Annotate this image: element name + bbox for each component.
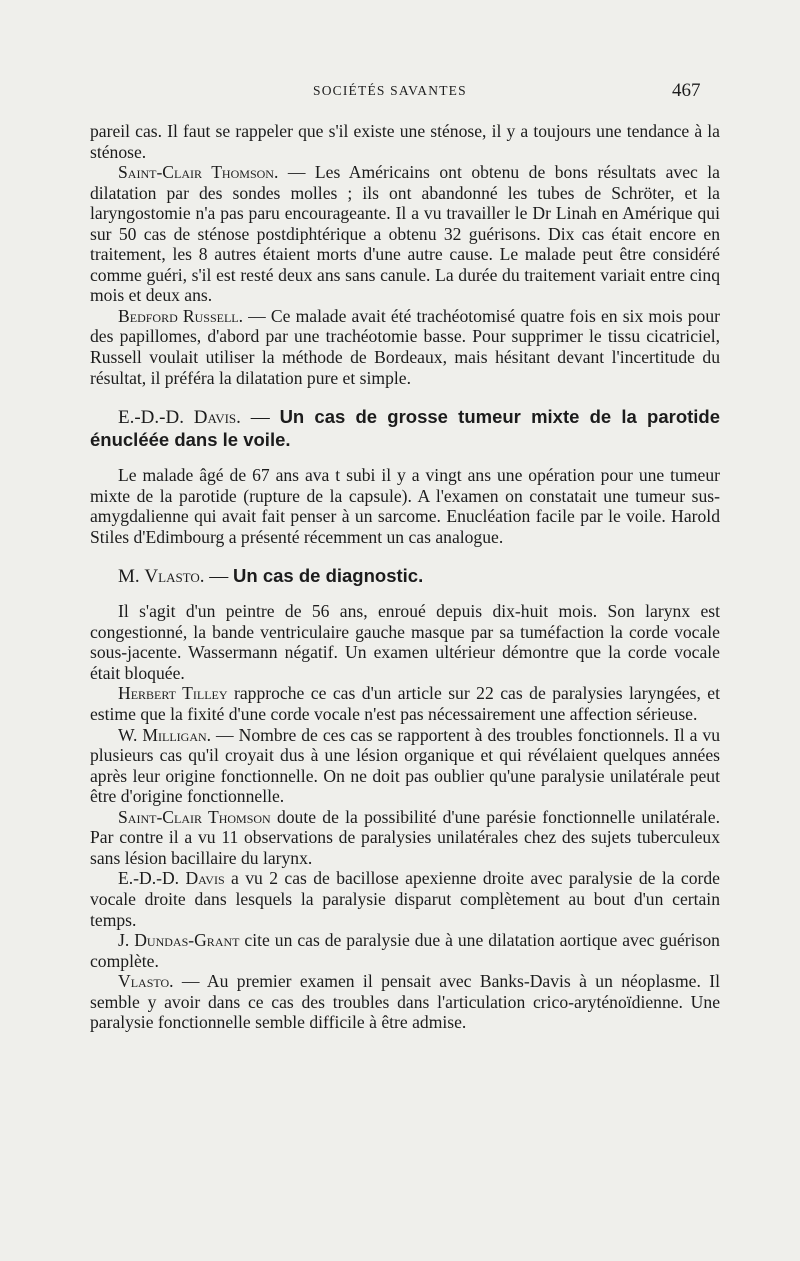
heading-dash: — bbox=[204, 566, 234, 588]
speaker-name: Saint-Clair Thomson bbox=[118, 806, 271, 827]
paragraph-saint-clair-thomson-2 bbox=[90, 807, 720, 869]
paragraph-vlasto bbox=[90, 971, 720, 1033]
author-name: Vlasto. bbox=[144, 566, 205, 588]
speaker-name: Bedford Russell. bbox=[118, 305, 244, 326]
paragraph-milligan bbox=[90, 725, 720, 807]
paragraph-text: — Nombre de ces cas se rapportent à des troubles fonctionnels. Il a vu plusieurs cas qu'il croyait dus à une lésion organique et qui révélaient quelques années après leur origine fonctionnelle. On ne doit pas oublier qu'une paralysie unilatérale peut être d'origine fonctionnelle. bbox=[90, 724, 720, 807]
paragraph-continuation: pareil cas. Il faut se rappeler que s'il existe une sténose, il y a toujours une tendance à la sténose. bbox=[90, 121, 720, 162]
speaker-name: Saint-Clair Thomson. bbox=[118, 162, 279, 183]
page-body bbox=[90, 121, 720, 1033]
paragraph-text: — Les Américains ont obtenu de bons résultats avec la dilatation par des sondes molles ; ils ont abandonné les tubes de Schröter, et la laryngostomie n'a pas paru encourageante. Il a vu travailler le Dr Linah en Amérique qui sur 50 cas de sténose postdiphtérique a obtenu 32 guérisons. Dix cas était encore en traitement, les 8 autres étaient morts d'une autre cause. Le malade peut être considéré comme guéri, s'il est resté deux ans sans canule. La durée du traitement variait entre cinq mois et deux ans. bbox=[90, 162, 720, 306]
speaker-name: Vlasto. bbox=[118, 971, 174, 992]
section-heading-davis bbox=[90, 406, 720, 452]
speaker-name: Milligan. bbox=[142, 724, 212, 745]
paragraph-dundas-grant bbox=[90, 930, 720, 971]
running-title: SOCIÉTÉS SAVANTES bbox=[313, 83, 467, 98]
paragraph-text: — Ce malade avait été trachéotomisé quatre fois en six mois pour des papillomes, d'abord par une trachéotomie basse. Pour supprimer le tissu cicatriciel, Russell voulait utiliser la méthode de Bordeaux, mais hésitant devant l'incertitude du résultat, il préféra la dilatation pure et simple. bbox=[90, 305, 720, 388]
paragraph-text: doute de la possibilité d'une parésie fonctionnelle unilatérale. Par contre il a vu 11 observations de paralysies unilatérales chez des sujets tuberculeux sans lésion bacillaire du larynx. bbox=[90, 806, 721, 868]
page-header bbox=[0, 80, 800, 106]
paragraph-text: — Au premier examen il pensait avec Banks-Davis à un néoplasme. Il semble y avoir dans ce cas des troubles dans l'articulation crico-aryténoïdienne. Une paralysie fonctionnelle semble difficile à être admise. bbox=[90, 971, 720, 1033]
section-heading-vlasto bbox=[90, 565, 720, 588]
paragraph-text: rapproche ce cas d'un article sur 22 cas de paralysies laryngées, et estime que la fixité d'une corde vocale n'est pas nécessairement une affection sérieuse. bbox=[90, 683, 720, 725]
author-name: Davis. bbox=[193, 407, 241, 429]
section-title: Un cas de grosse tumeur mixte de la parotide énucléée dans le voile. bbox=[90, 406, 721, 451]
section-title: Un cas de diagnostic. bbox=[233, 565, 424, 587]
speaker-name: Herbert Tilley bbox=[118, 683, 228, 704]
paragraph-text: cite un cas de paralysie due à une dilatation aortique avec guérison complète. bbox=[90, 930, 720, 971]
heading-dash: — bbox=[240, 407, 280, 429]
speaker-initial: E.-D.-D. bbox=[118, 868, 186, 889]
paragraph-case-description: Il s'agit d'un peintre de 56 ans, enroué depuis dix-huit mois. Son larynx est congestionné, la bande ventriculaire gauche masque par sa tuméfaction la corde vocale sous-jacente. Wassermann négatif. Un examen ultérieur démontre que la corde vocale était bloquée. bbox=[90, 601, 720, 683]
speaker-name: Dundas-Grant bbox=[134, 930, 240, 951]
paragraph-text: a vu 2 cas de bacillose apexienne droite avec paralysie de la corde vocale droite dans lesquels la paralysie disparut complètement au bout d'un certain temps. bbox=[90, 868, 720, 930]
paragraph-bedford-russell bbox=[90, 306, 720, 388]
speaker-initial: W. bbox=[118, 724, 143, 745]
paragraph-davis bbox=[90, 868, 720, 930]
author-initials: M. bbox=[118, 566, 145, 588]
speaker-name: Davis bbox=[185, 868, 225, 889]
speaker-initial: J. bbox=[118, 930, 135, 951]
paragraph-case-description: Le malade âgé de 67 ans ava t subi il y a vingt ans une opération pour une tumeur mixte de la parotide (rupture de la capsule). A l'examen on constatait une tumeur sus-amygdalienne qui avait fait penser à un sarcome. Enucléation facile par le voile. Harold Stiles d'Edimbourg a présenté récemment un cas analogue. bbox=[90, 465, 720, 547]
page-number: 467 bbox=[672, 80, 701, 101]
paragraph-herbert-tilley bbox=[90, 683, 720, 724]
paragraph-saint-clair-thomson bbox=[90, 162, 720, 306]
author-initials: E.-D.-D. bbox=[118, 407, 194, 429]
